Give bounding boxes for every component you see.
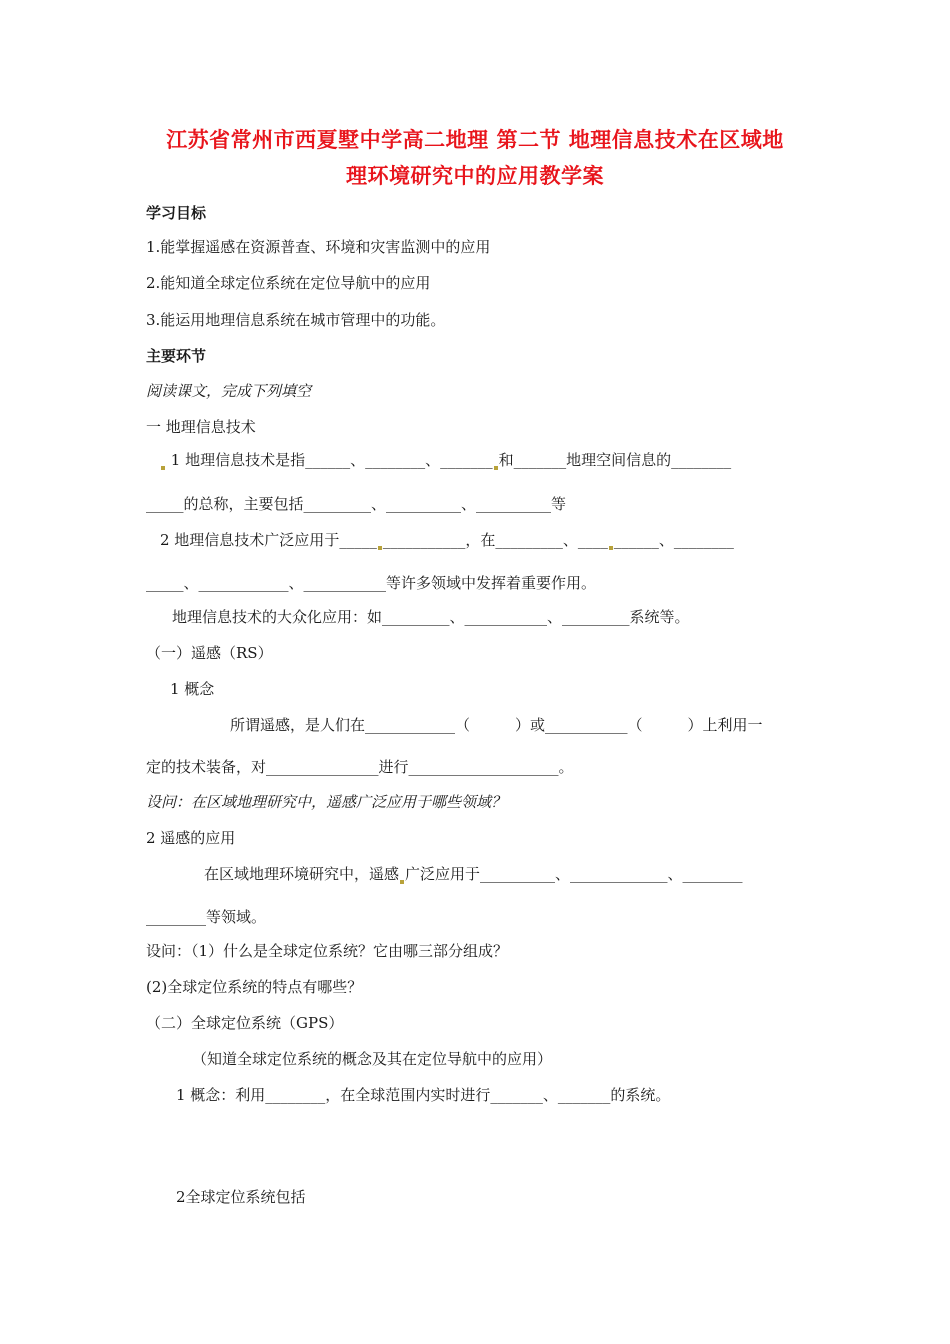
marker-dot-icon — [161, 466, 165, 470]
paragraph-2-line-1: 2 地理信息技术广泛应用于_____ ___________，在_________、____ ______、________ — [160, 531, 734, 549]
remote-sensing-concept-line-2: 定的技术装备，对_______________进行____________________。 — [146, 758, 574, 776]
main-steps-heading: 主要环节 — [146, 347, 207, 365]
remote-sensing-question: 设问：在区域地理研究中，遥感广泛应用于哪些领域？ — [146, 793, 507, 811]
reading-instruction: 阅读课文，完成下列填空 — [146, 382, 312, 400]
remote-sensing-concept-line-1: 所谓遥感，是人们在____________（ ）或___________（ ）上利用一 — [230, 716, 763, 734]
section-1-title: 一 地理信息技术 — [146, 418, 256, 436]
marker-dot-icon — [609, 546, 613, 550]
marker-dot-icon — [494, 466, 498, 470]
document-title-line1: 江苏省常州市西夏墅中学高二地理 第二节 地理信息技术在区域地 — [166, 128, 784, 152]
gps-concept: 1 概念：利用________，在全球范围内实时进行_______、_______的系统。 — [176, 1086, 671, 1104]
marker-dot-icon — [378, 546, 382, 550]
objective-item-2: 2.能知道全球定位系统在定位导航中的应用 — [146, 274, 431, 292]
objectives-heading: 学习目标 — [146, 204, 207, 222]
gps-question-2: (2)全球定位系统的特点有哪些？ — [146, 978, 363, 996]
remote-sensing-application-line-2: ________等领域。 — [146, 908, 267, 926]
gps-components-heading: 2全球定位系统包括 — [176, 1188, 306, 1206]
paragraph-2-line-2: _____、____________、___________等许多领域中发挥着重要作用。 — [146, 574, 597, 592]
remote-sensing-application-heading: 2 遥感的应用 — [146, 829, 236, 847]
document-title-line2: 理环境研究中的应用教学案 — [346, 164, 604, 188]
paragraph-3: 地理信息技术的大众化应用：如_________、___________、_________系统等。 — [172, 608, 690, 626]
paragraph-1-line-1: 1 地理信息技术是指______、________、_______ 和_______地理空间信息的________ — [160, 450, 731, 470]
objective-item-1: 1.能掌握遥感在资源普查、环境和灾害监测中的应用 — [146, 238, 491, 256]
marker-dot-icon — [400, 880, 404, 884]
gps-note: （知道全球定位系统的概念及其在定位导航中的应用） — [192, 1050, 553, 1068]
remote-sensing-application-line-1: 在区域地理环境研究中，遥感 广泛应用于__________、_____________、________ — [204, 865, 743, 883]
gps-question-1: 设问：（1）什么是全球定位系统？它由哪三部分组成？ — [146, 942, 509, 960]
remote-sensing-title: （一）遥感（RS） — [146, 644, 273, 662]
objective-item-3: 3.能运用地理信息系统在城市管理中的功能。 — [146, 311, 446, 329]
remote-sensing-concept-heading: 1 概念 — [170, 680, 215, 698]
gps-section-title: （二）全球定位系统（GPS） — [146, 1014, 344, 1032]
paragraph-1-line-2: _____的总称，主要包括_________、__________、__________等 — [146, 495, 567, 513]
